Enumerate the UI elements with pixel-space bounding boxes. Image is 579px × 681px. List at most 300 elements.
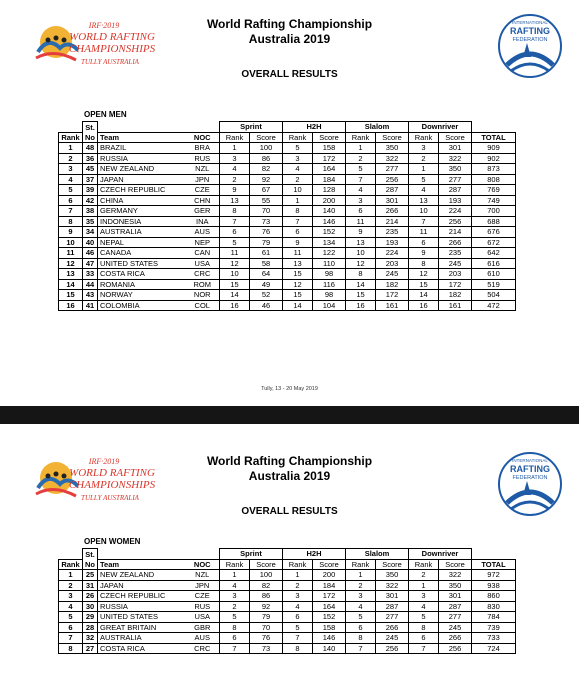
cell-rank: 2 [59,580,83,591]
cell-team: UNITED STATES [98,612,186,623]
overall-results-heading: OVERALL RESULTS [241,69,338,80]
cell-h2h-rank: 13 [283,258,313,269]
cell-h2h-rank: 8 [283,643,313,654]
cell-sprint-score: 58 [250,258,283,269]
cell-rank: 16 [59,300,83,311]
cell-h2h-rank: 5 [283,143,313,154]
cell-slalom-score: 322 [376,580,409,591]
cell-noc: RUS [186,601,220,612]
cell-h2h-score: 98 [313,290,346,301]
cell-noc: RUS [186,153,220,164]
header-total: TOTAL [472,559,516,570]
category-title: OPEN WOMEN [84,537,141,546]
table-row [59,216,516,227]
cell-sprint-score: 100 [250,143,283,154]
cell-downriver-rank: 5 [409,174,439,185]
cell-noc: INA [186,216,220,227]
cell-sprint-rank: 12 [220,258,250,269]
cell-start-no: 45 [83,164,98,175]
cell-team: CZECH REPUBLIC [98,591,186,602]
cell-slalom-rank: 11 [346,216,376,227]
cell-h2h-score: 158 [313,622,346,633]
page-subtitle: Australia 2019 [248,32,331,46]
table-row [59,633,516,644]
cell-start-no: 37 [83,174,98,185]
cell-slalom-rank: 5 [346,612,376,623]
cell-slalom-rank: 10 [346,248,376,259]
cell-rank: 12 [59,258,83,269]
table-row [59,591,516,602]
category-title: OPEN MEN [84,110,127,119]
cell-noc: COL [186,300,220,311]
cell-total: 700 [472,206,516,217]
cell-downriver-rank: 13 [409,195,439,206]
cell-start-no: 44 [83,279,98,290]
cell-slalom-rank: 2 [346,153,376,164]
cell-h2h-score: 122 [313,248,346,259]
cell-h2h-rank: 7 [283,633,313,644]
cell-h2h-score: 140 [313,206,346,217]
results-body [59,570,516,654]
cell-rank: 4 [59,174,83,185]
cell-slalom-score: 266 [376,622,409,633]
cell-downriver-score: 277 [439,612,472,623]
cell-noc: NZL [186,164,220,175]
cell-sprint-rank: 6 [220,227,250,238]
cell-h2h-score: 200 [313,570,346,581]
cell-downriver-score: 193 [439,195,472,206]
table-row [59,185,516,196]
cell-noc: JPN [186,174,220,185]
table-row [59,143,516,154]
cell-h2h-score: 158 [313,143,346,154]
cell-total: 902 [472,153,516,164]
irf-text-1: INTERNATIONAL [512,20,548,25]
irf-logo [497,451,563,517]
cell-downriver-score: 245 [439,622,472,633]
header-st: St. [83,549,98,560]
header-sub-score: Score [250,132,283,143]
cell-start-no: 33 [83,269,98,280]
cell-noc: AUS [186,227,220,238]
cell-total: 739 [472,622,516,633]
table-row [59,164,516,175]
table-row [59,174,516,185]
cell-total: 830 [472,601,516,612]
cell-sprint-score: 79 [250,237,283,248]
cell-team: CANADA [98,248,186,259]
cell-downriver-rank: 14 [409,290,439,301]
cell-slalom-score: 301 [376,195,409,206]
cell-downriver-rank: 2 [409,570,439,581]
cell-rank: 4 [59,601,83,612]
cell-slalom-rank: 13 [346,237,376,248]
cell-team: COLOMBIA [98,300,186,311]
cell-total: 519 [472,279,516,290]
cell-slalom-score: 322 [376,153,409,164]
cell-sprint-rank: 5 [220,612,250,623]
cell-noc: CAN [186,248,220,259]
header-sub-score: Score [250,559,283,570]
cell-downriver-rank: 6 [409,237,439,248]
logo-text-3: CHAMPIONSHIPS [68,479,156,491]
cell-slalom-score: 245 [376,633,409,644]
cell-slalom-score: 182 [376,279,409,290]
cell-slalom-rank: 16 [346,300,376,311]
page-title: World Rafting Championship [206,17,373,31]
irf-text-1: INTERNATIONAL [512,458,548,463]
cell-total: 808 [472,174,516,185]
logo-text-4: TULLY AUSTRALIA [81,58,139,66]
cell-rank: 9 [59,227,83,238]
cell-downriver-rank: 1 [409,580,439,591]
header-sub-score: Score [439,132,472,143]
page-subtitle: Australia 2019 [248,469,331,483]
cell-h2h-rank: 3 [283,591,313,602]
cell-downriver-rank: 16 [409,300,439,311]
header-sprint: Sprint [220,549,283,560]
cell-total: 724 [472,643,516,654]
cell-downriver-rank: 2 [409,153,439,164]
cell-slalom-score: 350 [376,570,409,581]
header-total: TOTAL [472,132,516,143]
cell-sprint-score: 67 [250,185,283,196]
cell-downriver-score: 182 [439,290,472,301]
cell-start-no: 25 [83,570,98,581]
cell-downriver-score: 350 [439,580,472,591]
cell-downriver-score: 266 [439,633,472,644]
cell-downriver-rank: 4 [409,601,439,612]
cell-downriver-rank: 15 [409,279,439,290]
header-team: Team [98,132,186,143]
irf-text-2: RAFTING [510,464,550,474]
cell-downriver-score: 287 [439,601,472,612]
header-st: St. [83,122,98,133]
logo-text-1: IRF·2019 [88,21,120,30]
cell-start-no: 31 [83,580,98,591]
cell-h2h-rank: 9 [283,237,313,248]
cell-slalom-score: 172 [376,290,409,301]
cell-sprint-rank: 10 [220,269,250,280]
cell-h2h-score: 146 [313,216,346,227]
cell-slalom-score: 287 [376,185,409,196]
cell-rank: 15 [59,290,83,301]
cell-downriver-score: 203 [439,269,472,280]
logo-text-4: TULLY AUSTRALIA [81,494,139,502]
header-sub-score: Score [439,559,472,570]
cell-total: 610 [472,269,516,280]
cell-downriver-score: 214 [439,227,472,238]
cell-slalom-rank: 6 [346,622,376,633]
cell-team: NORWAY [98,290,186,301]
cell-sprint-rank: 14 [220,290,250,301]
cell-noc: CZE [186,185,220,196]
cell-slalom-score: 350 [376,143,409,154]
cell-total: 676 [472,227,516,238]
overall-results-heading: OVERALL RESULTS [241,506,338,517]
cell-sprint-rank: 9 [220,185,250,196]
cell-h2h-score: 184 [313,174,346,185]
cell-start-no: 35 [83,216,98,227]
cell-h2h-score: 152 [313,612,346,623]
page-title: World Rafting Championship [206,454,373,468]
header-sub-rank: Rank [409,559,439,570]
cell-team: BRAZIL [98,143,186,154]
cell-slalom-score: 235 [376,227,409,238]
cell-slalom-score: 287 [376,601,409,612]
cell-downriver-score: 301 [439,143,472,154]
cell-team: CHINA [98,195,186,206]
header-sub-rank: Rank [346,559,376,570]
cell-team: AUSTRALIA [98,633,186,644]
cell-start-no: 48 [83,143,98,154]
header-sub-rank: Rank [283,559,313,570]
cell-downriver-score: 301 [439,591,472,602]
header-sub-score: Score [313,559,346,570]
cell-team: NEPAL [98,237,186,248]
cell-noc: CRC [186,643,220,654]
cell-team: JAPAN [98,174,186,185]
table-row [59,195,516,206]
cell-rank: 8 [59,643,83,654]
cell-total: 504 [472,290,516,301]
cell-rank: 7 [59,206,83,217]
cell-rank: 5 [59,612,83,623]
cell-sprint-score: 64 [250,269,283,280]
cell-slalom-score: 193 [376,237,409,248]
header-team: Team [98,559,186,570]
cell-slalom-score: 161 [376,300,409,311]
cell-slalom-rank: 15 [346,290,376,301]
cell-downriver-score: 256 [439,216,472,227]
cell-downriver-rank: 11 [409,227,439,238]
table-row [59,580,516,591]
table-row [59,612,516,623]
cell-sprint-rank: 7 [220,216,250,227]
cell-slalom-rank: 2 [346,580,376,591]
table-row [59,622,516,633]
cell-sprint-score: 61 [250,248,283,259]
cell-noc: GER [186,206,220,217]
cell-slalom-rank: 4 [346,185,376,196]
cell-start-no: 30 [83,601,98,612]
cell-total: 672 [472,237,516,248]
cell-team: GREAT BRITAIN [98,622,186,633]
results-body [59,143,516,311]
cell-team: COSTA RICA [98,269,186,280]
cell-noc: USA [186,612,220,623]
cell-downriver-score: 256 [439,643,472,654]
cell-slalom-rank: 6 [346,206,376,217]
table-row [59,258,516,269]
cell-downriver-rank: 7 [409,643,439,654]
cell-total: 616 [472,258,516,269]
cell-sprint-score: 86 [250,153,283,164]
cell-slalom-rank: 1 [346,143,376,154]
header-no: No [83,559,98,570]
cell-h2h-rank: 8 [283,206,313,217]
header-sub-rank: Rank [220,559,250,570]
cell-team: COSTA RICA [98,643,186,654]
cell-h2h-rank: 2 [283,174,313,185]
cell-sprint-score: 76 [250,227,283,238]
table-row [59,300,516,311]
cell-slalom-score: 214 [376,216,409,227]
cell-team: JAPAN [98,580,186,591]
header-rank: Rank [59,132,83,143]
table-row [59,237,516,248]
cell-sprint-score: 76 [250,633,283,644]
cell-h2h-rank: 12 [283,279,313,290]
header-sub-rank: Rank [220,132,250,143]
cell-h2h-score: 110 [313,258,346,269]
cell-start-no: 38 [83,206,98,217]
cell-sprint-rank: 3 [220,591,250,602]
cell-slalom-rank: 3 [346,591,376,602]
cell-downriver-score: 350 [439,164,472,175]
cell-noc: BRA [186,143,220,154]
cell-slalom-score: 224 [376,248,409,259]
cell-start-no: 26 [83,591,98,602]
cell-h2h-rank: 14 [283,300,313,311]
cell-h2h-rank: 1 [283,570,313,581]
cell-start-no: 46 [83,248,98,259]
table-row [59,153,516,164]
cell-h2h-rank: 6 [283,612,313,623]
irf-logo [497,13,563,79]
cell-slalom-rank: 9 [346,227,376,238]
cell-slalom-rank: 8 [346,269,376,280]
results-table [58,548,516,654]
cell-slalom-score: 256 [376,174,409,185]
table-row [59,643,516,654]
cell-sprint-score: 49 [250,279,283,290]
cell-sprint-score: 73 [250,643,283,654]
cell-downriver-score: 322 [439,153,472,164]
cell-h2h-rank: 15 [283,290,313,301]
cell-sprint-score: 92 [250,601,283,612]
header-rank: Rank [59,559,83,570]
irf-text-3: FEDERATION [512,37,548,43]
cell-sprint-score: 79 [250,612,283,623]
cell-rank: 6 [59,195,83,206]
cell-downriver-score: 245 [439,258,472,269]
cell-total: 688 [472,216,516,227]
cell-h2h-rank: 3 [283,153,313,164]
header-sub-rank: Rank [409,132,439,143]
cell-slalom-rank: 4 [346,601,376,612]
cell-sprint-rank: 1 [220,570,250,581]
cell-slalom-rank: 1 [346,570,376,581]
irf-text-3: FEDERATION [512,475,548,481]
cell-downriver-score: 277 [439,174,472,185]
cell-sprint-score: 82 [250,580,283,591]
cell-team: UNITED STATES [98,258,186,269]
cell-h2h-rank: 1 [283,195,313,206]
cell-h2h-rank: 15 [283,269,313,280]
cell-total: 472 [472,300,516,311]
cell-h2h-rank: 10 [283,185,313,196]
cell-start-no: 32 [83,633,98,644]
cell-slalom-rank: 12 [346,258,376,269]
cell-slalom-rank: 14 [346,279,376,290]
cell-slalom-rank: 7 [346,643,376,654]
cell-downriver-score: 224 [439,206,472,217]
cell-rank: 5 [59,185,83,196]
cell-rank: 3 [59,164,83,175]
cell-slalom-score: 245 [376,269,409,280]
cell-downriver-score: 172 [439,279,472,290]
page-divider [0,406,579,424]
cell-slalom-score: 277 [376,612,409,623]
cell-sprint-rank: 2 [220,601,250,612]
cell-total: 972 [472,570,516,581]
header-noc: NOC [186,132,220,143]
cell-sprint-score: 86 [250,591,283,602]
cell-noc: USA [186,258,220,269]
cell-rank: 6 [59,622,83,633]
cell-noc: AUS [186,633,220,644]
cell-rank: 11 [59,248,83,259]
cell-h2h-score: 200 [313,195,346,206]
table-row [59,227,516,238]
cell-team: ROMANIA [98,279,186,290]
cell-rank: 8 [59,216,83,227]
header-h2h: H2H [283,549,346,560]
cell-start-no: 39 [83,185,98,196]
cell-h2h-score: 98 [313,269,346,280]
header-no: No [83,132,98,143]
header-sub-score: Score [376,132,409,143]
cell-h2h-score: 164 [313,164,346,175]
cell-noc: CHN [186,195,220,206]
cell-slalom-rank: 8 [346,633,376,644]
cell-rank: 2 [59,153,83,164]
cell-sprint-rank: 4 [220,164,250,175]
cell-downriver-rank: 3 [409,143,439,154]
logo-text-2: WORLD RAFTING [69,467,155,479]
cell-start-no: 28 [83,622,98,633]
cell-downriver-rank: 7 [409,216,439,227]
cell-h2h-score: 140 [313,643,346,654]
cell-start-no: 29 [83,612,98,623]
header-downriver: Downriver [409,549,472,560]
cell-rank: 7 [59,633,83,644]
cell-sprint-rank: 11 [220,248,250,259]
cell-rank: 1 [59,143,83,154]
cell-sprint-score: 82 [250,164,283,175]
cell-rank: 1 [59,570,83,581]
cell-total: 749 [472,195,516,206]
cell-slalom-rank: 3 [346,195,376,206]
cell-sprint-score: 92 [250,174,283,185]
cell-h2h-rank: 5 [283,622,313,633]
cell-team: AUSTRALIA [98,227,186,238]
cell-downriver-rank: 4 [409,185,439,196]
cell-sprint-rank: 1 [220,143,250,154]
cell-h2h-score: 134 [313,237,346,248]
header-sprint: Sprint [220,122,283,133]
cell-sprint-score: 100 [250,570,283,581]
cell-start-no: 47 [83,258,98,269]
cell-slalom-score: 256 [376,643,409,654]
cell-sprint-rank: 8 [220,622,250,633]
cell-h2h-rank: 4 [283,164,313,175]
cell-start-no: 42 [83,195,98,206]
cell-rank: 14 [59,279,83,290]
table-row [59,269,516,280]
cell-total: 873 [472,164,516,175]
